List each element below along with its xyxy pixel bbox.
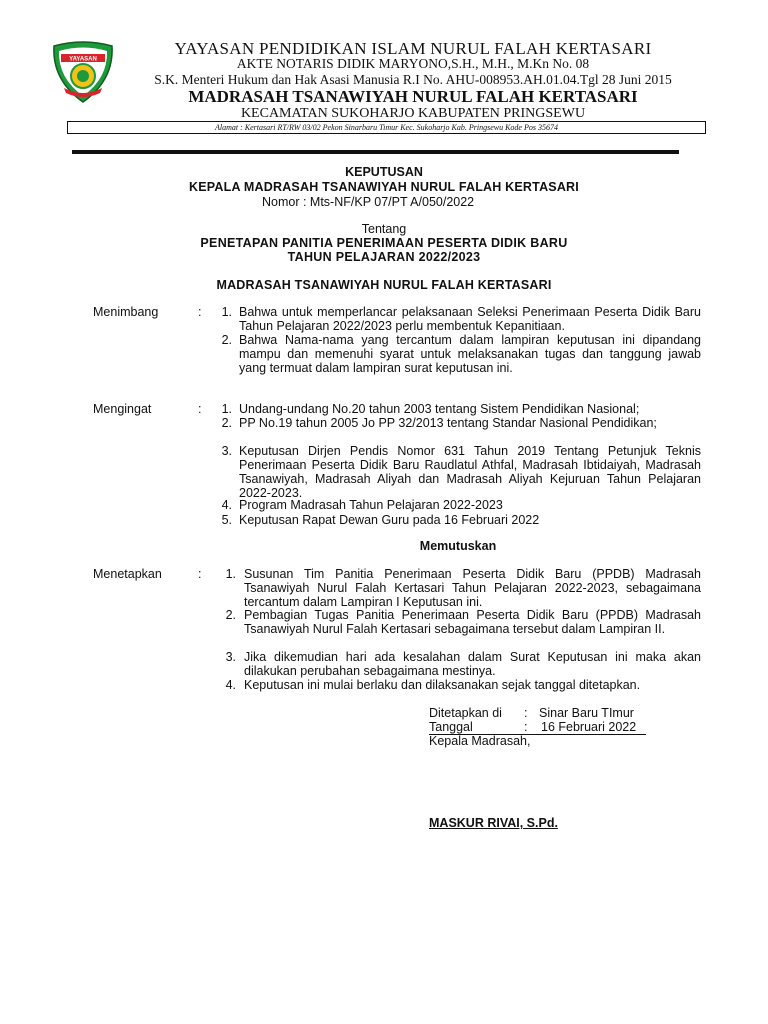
remembering-item-number: 2.	[221, 416, 232, 430]
notary-deed: AKTE NOTARIS DIDIK MARYONO,S.H., M.H., M.Kn No. 08	[236, 56, 590, 71]
remembering-item-number: 3.	[221, 444, 232, 458]
decision-title: KEPUTUSAN	[345, 165, 423, 179]
foundation-logo	[50, 40, 116, 104]
decide-title: Memutuskan	[419, 539, 497, 553]
foundation-name: YAYASAN PENDIDIKAN ISLAM NURUL FALAH KERTASARI	[174, 39, 652, 58]
considering-item-text: Bahwa untuk memperlancar pelaksanaan Seleksi Penerimaan Peserta Didik Baru Tahun Pelajaran 2022/2023 perlu membentuk Kepanitiaan.	[239, 305, 701, 333]
remembering-item-text: Keputusan Dirjen Pendis Nomor 631 Tahun 2019 Tentang Petunjuk Teknis Penerimaan Peserta Didik Baru Raudlatul Athfal, Madrasah Ibtidaiyah, Madrasah Tsanawiyah, Madrasah Aliyah dan Madrasah Aliyah Kejuruan Tahun Pelajaran 2022-2023.	[239, 444, 701, 500]
remembering-item-number: 4.	[221, 498, 232, 512]
decree-number: Nomor : Mts-NF/KP 07/PT A/050/2022	[262, 195, 475, 209]
stipulating-item-number: 1.	[225, 567, 236, 581]
date-value: 16 Februari 2022	[541, 720, 637, 734]
remembering-item-text: Keputusan Rapat Dewan Guru pada 16 Februari 2022	[239, 513, 540, 527]
date-label: Tanggal	[429, 720, 473, 734]
remembering-item-text: Program Madrasah Tahun Pelajaran 2022-2023	[239, 498, 503, 512]
place-colon: :	[524, 706, 528, 720]
stipulating-item-text: Susunan Tim Panitia Penerimaan Peserta Didik Baru (PPDB) Madrasah Tsanawiyah Nurul Falah Kertasari Tahun Pelajaran 2022-2023, sebagaimana tercantum dalam Lampiran I Keputusan ini.	[244, 567, 701, 609]
signatory-name: MASKUR RIVAI, S.Pd.	[429, 816, 558, 830]
stipulating-item-text: Jika dikemudian hari ada kesalahan dalam Surat Keputusan ini maka akan dilakukan perubahan sebagaimana mestinya.	[244, 650, 701, 678]
address-box	[67, 121, 706, 134]
signatory-role: Kepala Madrasah,	[429, 734, 531, 748]
remembering-item-text: Undang-undang No.20 tahun 2003 tentang Sistem Pendidikan Nasional;	[239, 402, 640, 416]
place-value: Sinar Baru TImur	[539, 706, 634, 720]
about-label: Tentang	[361, 222, 407, 236]
logo-label: YAYASAN	[69, 56, 97, 63]
stipulating-colon: :	[198, 567, 202, 581]
headmaster-title: KEPALA MADRASAH TSANAWIYAH NURUL FALAH KERTASARI	[189, 180, 579, 194]
letterhead-divider	[72, 150, 679, 154]
remembering-item-text: PP No.19 tahun 2005 Jo PP 32/2013 tentang Standar Nasional Pendidikan;	[239, 416, 657, 430]
place-label: Ditetapkan di	[429, 706, 502, 720]
stipulating-item-text: Keputusan ini mulai berlaku dan dilaksanakan sejak tanggal ditetapkan.	[244, 678, 641, 692]
school-name: MADRASAH TSANAWIYAH NURUL FALAH KERTASARI	[188, 87, 638, 106]
date-row	[429, 720, 646, 735]
district-name: KECAMATAN SUKOHARJO KABUPATEN PRINGSEWU	[240, 106, 586, 121]
date-colon: :	[524, 720, 528, 734]
subject-line-2: TAHUN PELAJARAN 2022/2023	[287, 250, 481, 264]
address-text: Alamat : Kertasari RT/RW 03/02 Pekon Sinarbaru Timur Kec. Sukoharjo Kab. Pringsewu Kode Pos 35674	[215, 123, 558, 132]
stipulating-item-number: 4.	[225, 678, 236, 692]
considering-item-number: 2.	[221, 333, 232, 347]
considering-label: Menimbang	[93, 305, 159, 319]
remembering-item-number: 5.	[221, 513, 232, 527]
madrasah-title: MADRASAH TSANAWIYAH NURUL FALAH KERTASARI	[216, 278, 552, 292]
stipulating-item-number: 2.	[225, 608, 236, 622]
subject-line-1: PENETAPAN PANITIA PENERIMAAN PESERTA DIDIK BARU	[200, 236, 568, 250]
remembering-label: Mengingat	[93, 402, 152, 416]
stipulating-item-number: 3.	[225, 650, 236, 664]
remembering-item-number: 1.	[221, 402, 232, 416]
stipulating-label: Menetapkan	[93, 567, 162, 581]
considering-colon: :	[198, 305, 202, 319]
considering-item-text: Bahwa Nama-nama yang tercantum dalam lampiran keputusan ini dipandang mampu dan memenuhi syarat untuk melaksanakan tugas dan tanggung jawab yang termuat dalam lampiran surat keputusan ini.	[239, 333, 701, 375]
ministry-decree: S.K. Menteri Hukum dan Hak Asasi Manusia R.I No. AHU-008953.AH.01.04.Tgl 28 Juni 2015	[154, 72, 672, 87]
considering-item-number: 1.	[221, 305, 232, 319]
remembering-colon: :	[198, 402, 202, 416]
stipulating-item-text: Pembagian Tugas Panitia Penerimaan Peserta Didik Baru (PPDB) Madrasah Tsanawiyah Nurul Falah Kertasari sebagaimana tersebut dalam Lampiran II.	[244, 608, 701, 636]
